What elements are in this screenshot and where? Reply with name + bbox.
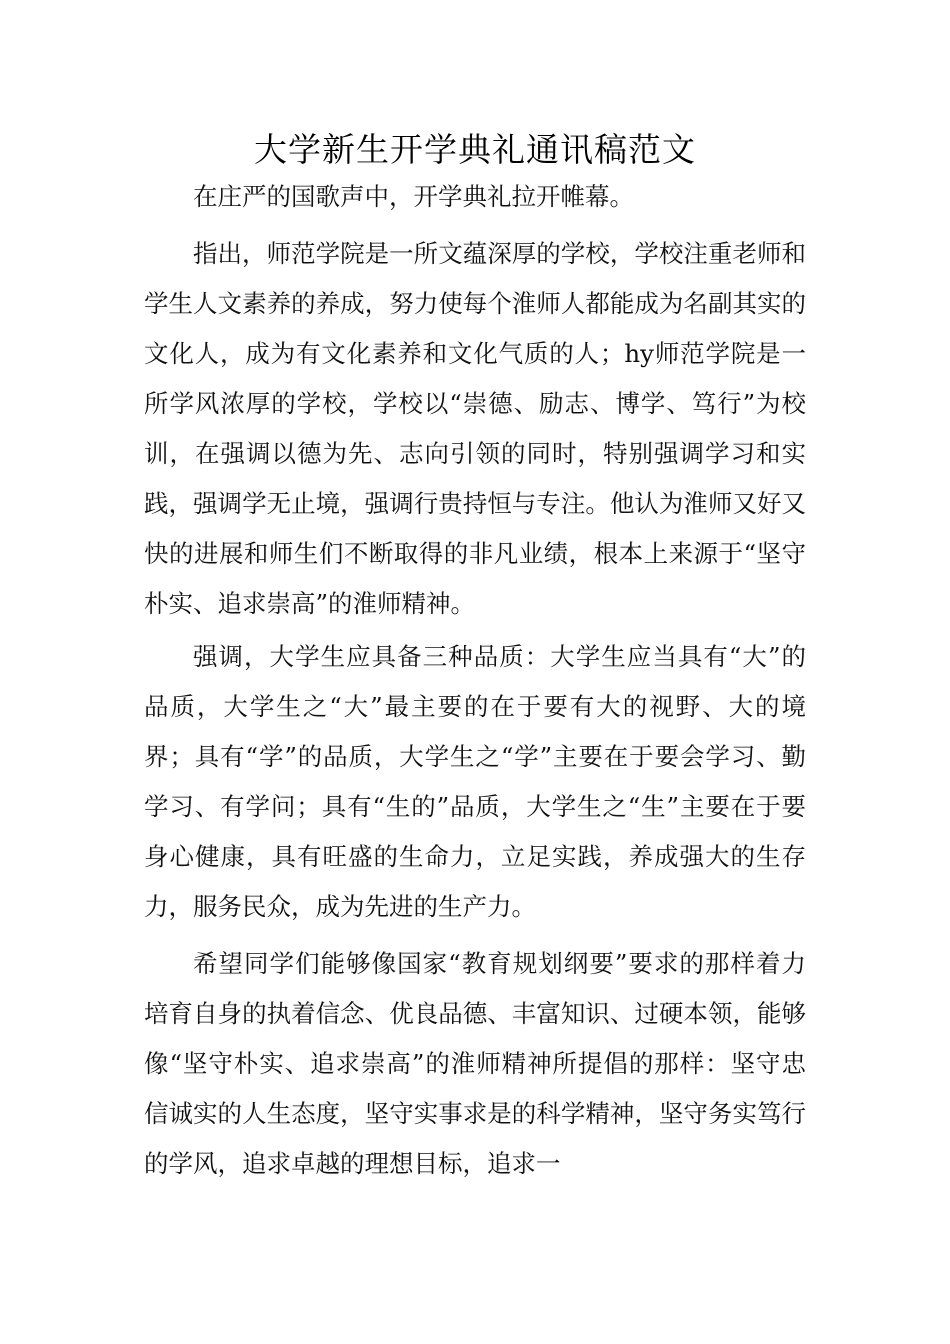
paragraph-expectations: 希望同学们能够像国家“教育规划纲要”要求的那样着力培育自身的执着信念、优良品德、丰富知识、过硬本领，能够像“坚守朴实、追求崇高”的淮师精神所提倡的那样：坚守忠信诚实的人生态度，坚守实事求是的科学精神，坚守务实笃行的学风，追求卓越的理想目标，追求一 xyxy=(144,949,806,1178)
document-body xyxy=(144,172,806,1189)
paragraph-school-introduction: 指出，师范学院是一所文蕴深厚的学校，学校注重老师和学生人文素养的养成，努力使每个淮师人都能成为名副其实的文化人，成为有文化素养和文化气质的人；hy师范学院是一所学风浓厚的学校，学校以“崇德、励志、博学、笃行”为校训，在强调以德为先、志向引领的同时，特别强调学习和实践，强调学无止境，强调行贵持恒与专注。他认为淮师又好又快的进展和师生们不断取得的非凡业绩，根本上来源于“坚守朴实、追求崇高”的淮师精神。 xyxy=(144,239,806,618)
paragraph-three-qualities: 强调，大学生应具备三种品质：大学生应当具有“大”的品质，大学生之“大”最主要的在于要有大的视野、大的境界；具有“学”的品质，大学生之“学”主要在于要会学习、勤学习、有学问；具有“生的”品质，大学生之“生”主要在于要身心健康，具有旺盛的生命力，立足实践，养成强大的生存力，服务民众，成为先进的生产力。 xyxy=(144,642,806,921)
paragraph-opening: 在庄严的国歌声中，开学典礼拉开帷幕。 xyxy=(193,182,634,211)
document-title: 大学新生开学典礼通讯稿范文 xyxy=(254,130,696,169)
